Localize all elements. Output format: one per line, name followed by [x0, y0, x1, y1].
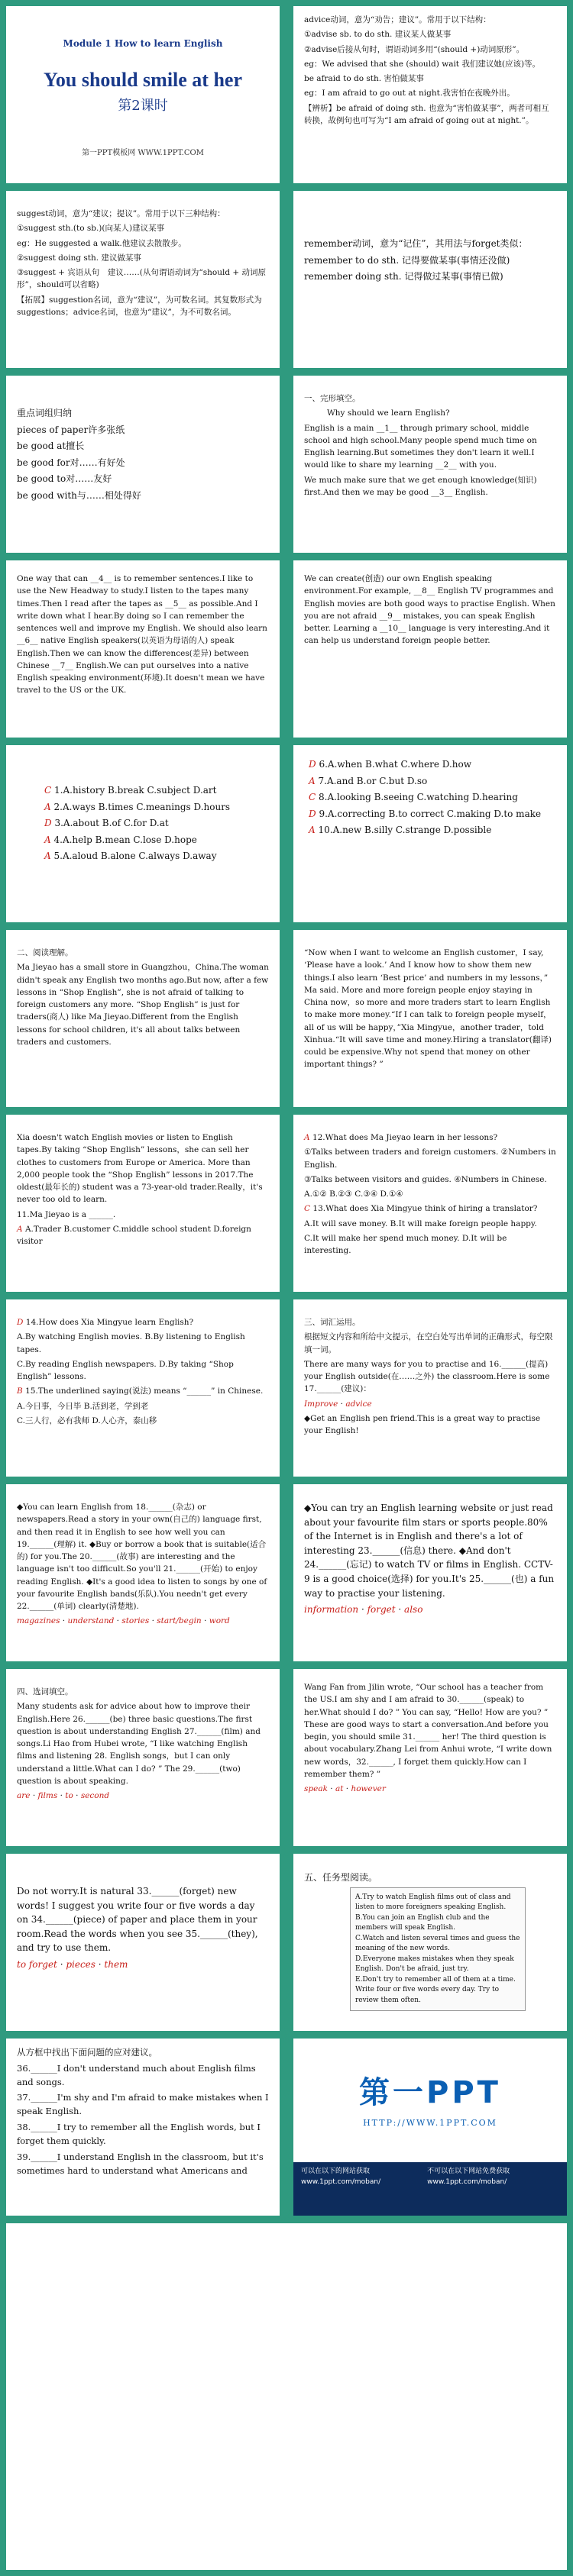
- footer-title: 不可以在以下网站免费获取: [427, 2168, 510, 2175]
- footer-col-left: [301, 2167, 425, 2188]
- option-text: 7.A.and B.or C.but D.so: [318, 775, 428, 786]
- text-line: eg：I am afraid to go out at night.我害怕在夜晚外出。: [304, 89, 515, 98]
- answer-mark: D: [309, 808, 316, 819]
- slide-cloze-para2: [6, 560, 280, 738]
- text-line: be afraid to do sth. 害怕做某事: [304, 74, 424, 84]
- answer-mark: A: [44, 834, 51, 845]
- answer-mark: A: [44, 851, 51, 862]
- footer-link[interactable]: www.1ppt.com/moban/: [427, 2177, 507, 2186]
- slide-word-choice-3: [6, 1854, 280, 2031]
- slide-phrases: [6, 376, 280, 553]
- text-line: advice动词，意为“劝告；建议”。常用于以下结构：: [304, 15, 491, 24]
- advice-item: D.Everyone makes mistakes when they speak English. Don't be afraid, just try.: [355, 1955, 514, 1974]
- section-heading: 重点词组归纳: [17, 408, 73, 418]
- text-line: remember to do sth. 记得要做某事(事情还没做): [304, 254, 510, 266]
- item: A.①② B.②③ C.③④ D.①④: [304, 1190, 403, 1199]
- question: 37.______I'm shy and I'm afraid to make mistakes when I speak English.: [17, 2092, 269, 2117]
- advice-box: [350, 1887, 526, 2012]
- advice-item: E.Don't try to remember all of them at a time. Write four or five words every day. Try to review them often.: [355, 1975, 516, 2004]
- answers: information · forget · also: [304, 1604, 423, 1616]
- answer-mark: are: [17, 1791, 31, 1801]
- phrase: pieces of paper许多张纸: [17, 424, 125, 435]
- item: A.今日事，今日毕 B.活到老，学到老: [17, 1401, 149, 1411]
- section-heading: 三、词汇运用。: [304, 1318, 361, 1327]
- paragraph: We can create(创造) our own English speaking environment.For example, __8__ English TV programmes and English movies are both good ways to practise English. When you are not afraid __9__ mistakes, you can speak English better. Learning a __10__ language is very interesting.And it can help us understand foreign people better.: [304, 574, 555, 646]
- text-line: We much make sure that we get enough knowledge(知识) first.And then we may be good __3__ English.: [304, 475, 537, 497]
- slide-word-choice-2: [293, 1669, 567, 1846]
- item-text: 14.How does Xia Mingyue learn English?: [25, 1318, 194, 1327]
- slide-reading-1: [6, 930, 280, 1107]
- text-line: There are many ways for you to practise and 16.______(提高) your English outside(在……之外) the classroom.Here is some 17.______(建议)：: [304, 1359, 550, 1394]
- slide-blanks-23-25: [293, 1484, 567, 1661]
- slide-word-choice-1: [6, 1669, 280, 1846]
- option-text: 1.A.history B.break C.subject D.art: [54, 785, 217, 796]
- answer-mark: forget: [367, 1604, 396, 1616]
- answer-mark: information: [304, 1604, 359, 1616]
- answer-mark: A: [309, 825, 316, 836]
- answer-mark: word: [209, 1616, 230, 1626]
- slide-task-questions: [6, 2039, 280, 2216]
- item: C.By reading English newspapers. D.By taking “Shop English” lessons.: [17, 1359, 234, 1382]
- slide-blanks-18-22: [6, 1484, 280, 1661]
- text-line: ①advise sb. to do sth. 建议某人做某事: [304, 30, 452, 40]
- lesson-title: You should smile at her: [43, 68, 243, 91]
- answers: speak · at · however: [304, 1784, 386, 1794]
- paragraph: ◆You can try an English learning website or just read about your favourite film stars or sports people.80% of the Internet is in English and there's a lot of interesting 23.______(信息) there. ◆And don't 24.______(忘记) to watch TV or films in English. CCTV-9 is a good choice(选择) for you.It's 25.______(也) a fun way to practise your listening.: [304, 1503, 555, 1599]
- brand-url: HTTP://WWW.1PPT.COM: [363, 2118, 497, 2128]
- item-text: 13.What does Xia Mingyue think of hiring a translator?: [312, 1204, 538, 1214]
- answer-mark: pieces: [66, 1958, 96, 1970]
- answer-mark: to forget: [17, 1958, 57, 1970]
- slide-reading-2: [293, 930, 567, 1107]
- answers: Improve · advice: [304, 1399, 372, 1409]
- item: [304, 1202, 556, 1215]
- text-line: 【辨析】be afraid of doing sth. 也意为“害怕做某事”，两者可相互转换，故例句也可写为“I am afraid of going out at night.”。: [304, 103, 549, 125]
- advice-item: B.You can join an English club and the members will speak English.: [355, 1913, 490, 1932]
- option-row: [309, 774, 556, 789]
- text-line: ◆Get an English pen friend.This is a great way to practise your English!: [304, 1413, 541, 1436]
- section-heading: 二、阅读理解。: [17, 948, 73, 957]
- slide-suggest: [6, 191, 280, 368]
- option-row: [44, 800, 269, 815]
- phrase: be good with与……相处得好: [17, 489, 141, 501]
- lesson-number: 第2课时: [118, 97, 168, 114]
- paragraph: Many students ask for advice about how to improve their English.Here 26.______(be) three basic questions.The first question is about understanding English 27.______(film) and songs.Li Hao from Hubei wrote, “I like watching English films and listening 28. English songs，but I can only understand a little.What can I do? ” The 29.______(two) question is about speaking.: [17, 1702, 261, 1786]
- answer-mark: B: [17, 1386, 23, 1396]
- answer-mark: C: [44, 785, 52, 796]
- answer-mark: speak: [304, 1784, 328, 1794]
- answers: are · films · to · second: [17, 1791, 110, 1801]
- option-row: [44, 833, 269, 847]
- section-heading: 五、任务型阅读。: [304, 1872, 378, 1883]
- paragraph: Wang Fan from Jilin wrote, “Our school has a teacher from the US.I am shy and I am afraid to 30.______(speak) to her.What should I do? ” You can say, “Hello! How are you? ” These are good ways to start a conversation.And before you begin, you should smile 31.______ her! The third question is about vocabulary.Zhang Lei from Anhui wrote, “I write down new words，32.______, I forget them quickly.How can I remember them? ”: [304, 1683, 552, 1779]
- answers: magazines · understand · stories · start/begin · word: [17, 1616, 230, 1626]
- item-text: 15.The underlined saying(说法) means “______” in Chinese.: [25, 1386, 264, 1396]
- option-row: [44, 816, 269, 831]
- answer-mark: start/begin: [157, 1616, 202, 1626]
- answer-mark: A: [309, 775, 316, 786]
- answer-mark: D: [44, 818, 52, 829]
- item: C.It will make her spend much money. D.It will be interesting.: [304, 1233, 507, 1256]
- answer-mark: A: [44, 801, 51, 812]
- answers: to forget · pieces · them: [17, 1958, 128, 1970]
- item: [17, 1316, 269, 1328]
- phrase: be good at擅长: [17, 441, 85, 452]
- text-line: suggest动词，意为“建议；提议”。常用于以下三种结构：: [17, 209, 225, 218]
- option-row: [309, 790, 556, 805]
- item: A.It will save money. B.It will make foreign people happy.: [304, 1219, 537, 1228]
- option-row: [44, 849, 269, 864]
- footer-link[interactable]: www.1ppt.com/moban/: [301, 2177, 381, 2186]
- answer-mark: at: [335, 1784, 344, 1794]
- text-line: English is a main __1__ through primary school, middle school and high school.Many people spend much time on English learning.But sometimes they don't learn it well.I would like to share my learning __2__ with you.: [304, 423, 537, 470]
- paragraph: One way that can __4__ is to remember sentences.I like to use the New Headway to study.I listen to the tapes many times.Then I read after the tapes as __5__ as possible.And I write down what I hear.By doing so I can remember the sentences well and improve my English. We should also learn __6__ native English speakers(以英语为母语的人) speak English.Then we can know the differences(差异) between Chinese __7__ English.We can put ourselves into a native English speaking environment(环境).It doesn't mean we have travel to the US or the UK.: [17, 574, 267, 696]
- module-title: Module 1 How to learn English: [63, 38, 223, 49]
- option-row: [309, 807, 556, 822]
- slide-end-logo: [293, 2039, 567, 2216]
- text-line: remember动词，意为“记住”，其用法与forget类似：: [304, 238, 528, 249]
- paragraph: Do not worry.It is natural 33.______(forget) new words! I suggest you write four or five words a day on 34.______(piece) of paper and place them in your room.Read the words when you see 35.______(they), and try to use them.: [17, 1886, 258, 1954]
- slide-questions-14-15: [6, 1299, 280, 1477]
- footer-bar: [293, 2162, 567, 2216]
- option-text: A.Trader B.customer C.middle school student D.foreign visitor: [17, 1224, 251, 1247]
- advice-item: A.Try to watch English films out of class and listen to more foreigners speaking English.: [355, 1893, 511, 1912]
- options: [17, 1223, 269, 1248]
- slide-blank-bottom: [6, 2223, 567, 2570]
- brand-text: 第一PPT模板网 WWW.1PPT.COM: [82, 148, 204, 157]
- item: C.三人行，必有我师 D.人心齐，泰山移: [17, 1416, 157, 1425]
- section-heading: 从方框中找出下面问题的应对建议。: [17, 2047, 157, 2058]
- answer-mark: them: [104, 1958, 128, 1970]
- option-text: 6.A.when B.what C.where D.how: [319, 759, 472, 770]
- answer-mark: to: [65, 1791, 73, 1801]
- option-text: 3.A.about B.of C.for D.at: [54, 818, 169, 829]
- slide-reading-3: [6, 1115, 280, 1292]
- text-line: remember doing sth. 记得做过某事(事情已做): [304, 271, 503, 282]
- answer-mark: advice: [345, 1399, 372, 1409]
- item: A.By watching English movies. B.By listening to English tapes.: [17, 1332, 245, 1354]
- option-text: 2.A.ways B.times C.meanings D.hours: [53, 801, 231, 812]
- phrase: be good for对……有好处: [17, 457, 125, 468]
- text-line: ②advise后接从句时，谓语动词多用“(should +)动词原形”。: [304, 44, 525, 54]
- option-text: 10.A.new B.silly C.strange D.possible: [318, 825, 492, 836]
- question: 36.______I don't understand much about English films and songs.: [17, 2062, 256, 2087]
- option-text: 8.A.looking B.seeing C.watching D.hearing: [319, 792, 518, 803]
- text-line: ②suggest doing sth. 建议做某事: [17, 253, 141, 263]
- text-line: Why should we learn English?: [327, 408, 450, 418]
- question: 38.______I try to remember all the English words, but I forget them quickly.: [17, 2122, 261, 2146]
- footer-col-right: [427, 2167, 551, 2188]
- option-row: [309, 757, 556, 772]
- answer-mark: magazines: [17, 1616, 60, 1626]
- text-line: eg：We advised that she (should) wait 我们建议她(应该)等。: [304, 59, 541, 69]
- question: [304, 1131, 556, 1144]
- answer-mark: also: [404, 1604, 423, 1616]
- slide-options-1-5: [6, 745, 280, 922]
- option-text: 9.A.correcting B.to correct C.making D.to make: [319, 808, 542, 819]
- slide-cloze-para3: [293, 560, 567, 738]
- text-line: ③suggest + 宾语从句 建议……(从句谓语动词为“should + 动词原形”，should可以省略): [17, 268, 267, 290]
- brand-logo: 第一PPT: [359, 2075, 501, 2110]
- option-text: 5.A.aloud B.alone C.always D.away: [53, 851, 217, 862]
- answer-mark: D: [17, 1318, 24, 1327]
- question: 11.Ma Jieyao is a ______.: [17, 1209, 116, 1219]
- slide-questions-12-13: [293, 1115, 567, 1292]
- answer-mark: second: [80, 1791, 110, 1801]
- text-line: 根据短文内容和所给中文提示，在空白处写出单词的正确形式，每空限填一词。: [304, 1332, 553, 1354]
- footer-title: 可以在以下的网站获取: [301, 2168, 371, 2175]
- answer-mark: A: [17, 1224, 23, 1234]
- slide-title: [6, 6, 280, 183]
- section-heading: 四、选词填空。: [17, 1687, 73, 1696]
- answer-mark: C: [304, 1204, 311, 1214]
- slide-cloze-intro: [293, 376, 567, 553]
- slide-remember: [293, 191, 567, 368]
- answer-mark: understand: [67, 1616, 115, 1626]
- item: ①Talks between traders and foreign customers. ②Numbers in English.: [304, 1148, 556, 1170]
- answer-mark: stories: [121, 1616, 150, 1626]
- slide-advice: [293, 6, 567, 183]
- paragraph: ◆You can learn English from 18.______(杂志) or newspapers.Read a story in your own(自己的) language first, and then read it in English to see how well you can 19.______(理解) it. ◆Buy or borrow a book that is suitable(适合的) for you.The 20.______(故事) are interesting and the language isn't too difficult.So you'll 21.______(开始) to enjoy reading English. ◆It's a good idea to listen to songs by one of your favourite English bands(乐队).You needn't get every 22.______(单词) clearly(清楚地).: [17, 1503, 267, 1612]
- paragraph: Ma Jieyao has a small store in Guangzhou，China.The woman didn't speak any English two months ago.But now, after a few lessons in “Shop English”, she is not afraid of talking to foreign customers any more. “Shop English” is just for traders(商人) like Ma Jieyao.Different from the English lessons for school children, it's all about talks between traders and customers.: [17, 963, 269, 1047]
- paragraph: Xia doesn't watch English movies or listen to English tapes.By taking “Shop English” lessons，she can sell her clothes to customers from Europe or America. More than 2,000 people took the “Shop English” lessons in 2017.The oldest(最年长的) student was a 73-year-old trader.Really，it's never too old to learn.: [17, 1133, 263, 1205]
- answer-mark: C: [309, 792, 316, 803]
- slide-vocabulary: [293, 1299, 567, 1477]
- text-line: ①suggest sth.(to sb.)(向某人)建议某事: [17, 224, 165, 234]
- answer-mark: however: [351, 1784, 386, 1794]
- option-text: 4.A.help B.mean C.lose D.hope: [53, 834, 197, 845]
- question: 39.______I understand English in the classroom, but it's sometimes hard to understand what Americans and: [17, 2151, 264, 2176]
- section-heading: 一、完形填空。: [304, 394, 361, 403]
- paragraph: “Now when I want to welcome an English customer，I say, ‘Please have a look.’ And I know how to show them new things.I also learn ‘Best price’ and numbers in my lessons，” Ma said. More and more foreign people enjoy staying in China now，so more and more traders start to learn English to make more money.“If I can talk to foreign people myself，all of us will be happy，”Xia Mingyue，another trader，told Xinhua.“It will save time and money.Hiring a translator(翻译) could be expensive.Why not spend that money on other important things? ”: [304, 948, 552, 1070]
- text-line: 【拓展】suggestion名词，意为“建议”，为可数名词。其复数形式为suggestions；advice名词，也意为“建议”，为不可数名词。: [17, 295, 262, 317]
- slide-task-reading: [293, 1854, 567, 2031]
- answer-mark: A: [304, 1133, 310, 1142]
- question-text: 12.What does Ma Jieyao learn in her lessons?: [312, 1133, 498, 1142]
- advice-item: C.Watch and listen several times and guess the meaning of the new words.: [355, 1934, 520, 1953]
- item: ③Talks between visitors and guides. ④Numbers in Chinese.: [304, 1174, 547, 1184]
- option-row: [309, 823, 556, 838]
- option-row: [44, 783, 269, 798]
- text-line: eg：He suggested a walk.他建议去散散步。: [17, 238, 186, 248]
- phrase: be good to对……友好: [17, 473, 112, 485]
- slide-options-6-10: [293, 745, 567, 922]
- answer-mark: films: [37, 1791, 58, 1801]
- answer-mark: D: [309, 759, 316, 770]
- answer-mark: Improve: [304, 1399, 338, 1409]
- item: [17, 1385, 269, 1397]
